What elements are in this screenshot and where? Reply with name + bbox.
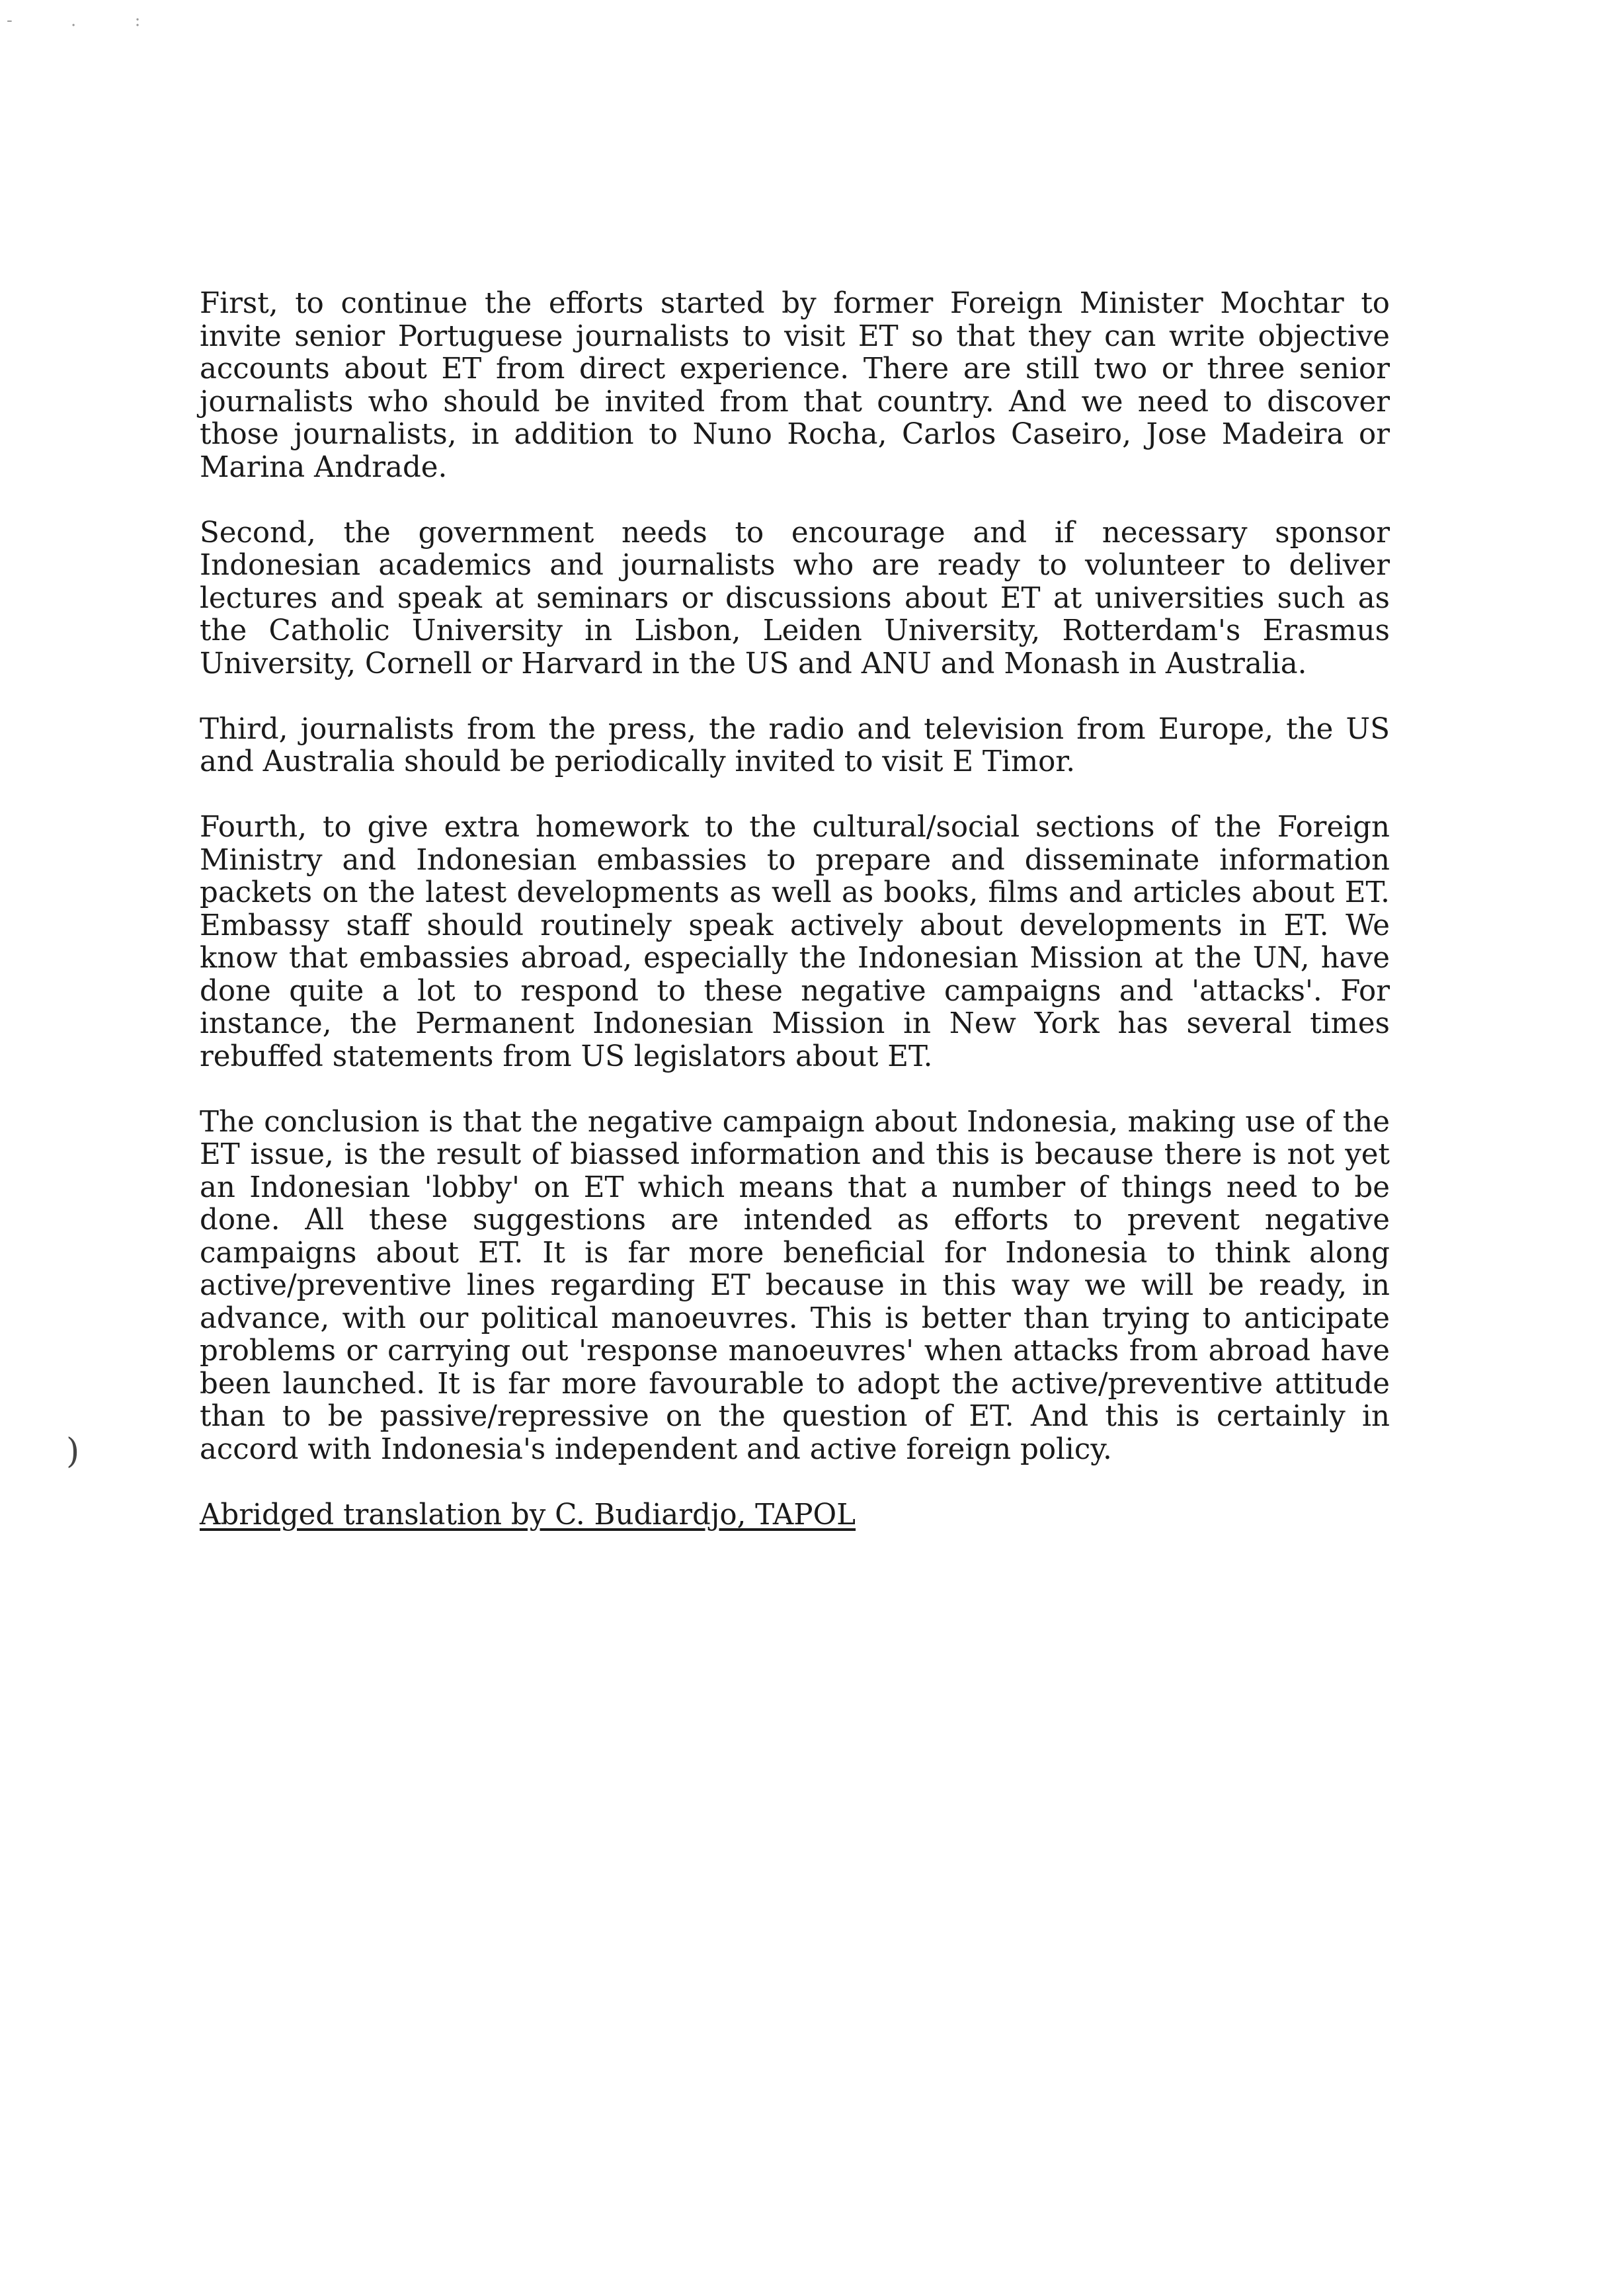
paragraph-fourth: Fourth, to give extra homework to the cultural/social sections of the Foreign Ministry and Indonesian embassies to prepare and disseminate information packets on the latest developments as well as books, films and articles about ET. Embassy staff should routinely speak actively about developments in ET. We know that embassies abroad, especially the Indonesian Mission at the UN, have done quite a lot to respond to these negative campaigns and 'attacks'. For instance, the Permanent Indonesian Mission in New York has several times rebuffed statements from US legislators about ET. — [200, 811, 1390, 1073]
paragraph-conclusion: The conclusion is that the negative campaign about Indonesia, making use of the ET issue, is the result of biassed information and this is because there is not yet an Indonesian 'lobby' on ET which means that a number of things need to be done. All these suggestions are intended as efforts to prevent negative campaigns about ET. It is far more beneficial for Indonesia to think along active/preventive lines regarding ET because in this way we will be ready, in advance, with our political manoeuvres. This is better than trying to anticipate problems or carrying out 'response manoeuvres' when attacks from abroad have been launched. It is far more favourable to adopt the active/preventive attitude than to be passive/repressive on the question of ET. And this is certainly in accord with Indonesia's independent and active foreign policy. — [200, 1105, 1390, 1466]
scan-artifact-left-margin: ) — [66, 1432, 80, 1471]
translation-credit: Abridged translation by C. Budiardjo, TAPOL — [200, 1498, 856, 1532]
paragraph-second: Second, the government needs to encourage and if necessary sponsor Indonesian academics and journalists who are ready to volunteer to deliver lectures and speak at seminars or discussions about ET at universities such as the Catholic University in Lisbon, Leiden University, Rotterdam's Erasmus University, Cornell or Harvard in the US and ANU and Monash in Australia. — [200, 516, 1390, 680]
paragraph-first: First, to continue the efforts started by former Foreign Minister Mochtar to invite senior Portuguese journalists to visit ET so that they can write objective accounts about ET from direct experience. There are still two or three senior journalists who should be invited from that country. And we need to discover those journalists, in addition to Nuno Rocha, Carlos Caseiro, Jose Madeira or Marina Andrade. — [200, 287, 1390, 484]
paragraph-third: Third, journalists from the press, the radio and television from Europe, the US and Australia should be periodically invited to visit E Timor. — [200, 712, 1390, 778]
scan-artifact-top-left: - . : — [7, 11, 167, 30]
document-body — [200, 288, 1390, 1532]
